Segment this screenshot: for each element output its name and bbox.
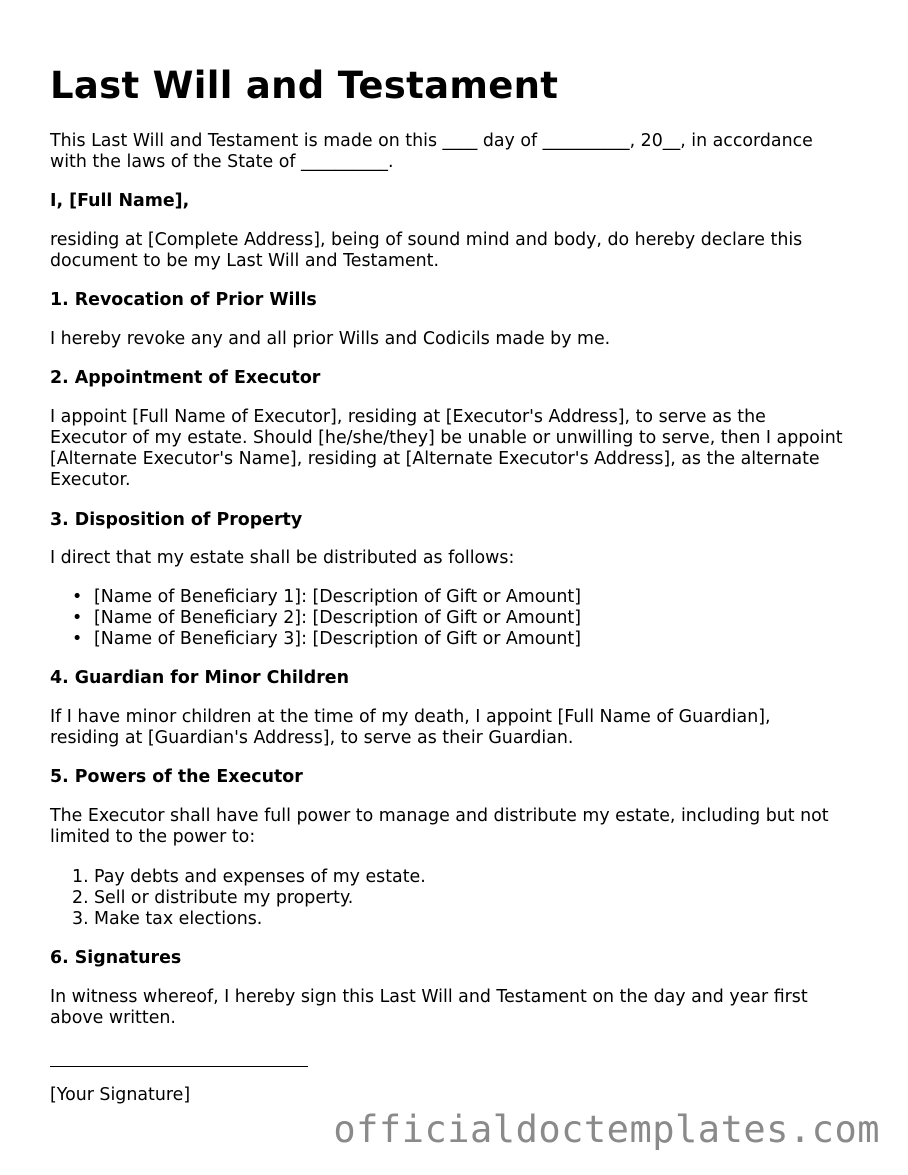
section-heading-guardian: 4. Guardian for Minor Children — [50, 668, 349, 688]
executor-line: I appoint [Full Name of Executor], residing at [Executor's Address], to serve as the — [50, 407, 766, 427]
residence-line: residing at [Complete Address], being of sound mind and body, do hereby declare this — [50, 230, 803, 250]
intro-line: This Last Will and Testament is made on this ____ day of __________, 20__, in accordance — [50, 131, 813, 151]
powers-list — [50, 867, 870, 930]
list-item-text: Pay debts and expenses of my estate. — [94, 867, 426, 887]
revocation-text: I hereby revoke any and all prior Wills and Codicils made by me. — [50, 329, 611, 349]
list-number: 1. — [72, 867, 89, 887]
signatures-line: In witness whereof, I hereby sign this Last Will and Testament on the day and year first — [50, 987, 808, 1007]
list-number: 2. — [72, 888, 89, 908]
section-heading-executor: 2. Appointment of Executor — [50, 368, 321, 388]
guardian-line: If I have minor children at the time of my death, I appoint [Full Name of Guardian], — [50, 707, 771, 727]
beneficiary-list — [50, 587, 870, 650]
watermark: officialdoctemplates.com — [333, 1108, 880, 1151]
list-item — [50, 909, 870, 930]
list-item-text: Make tax elections. — [94, 909, 263, 929]
list-item — [50, 867, 870, 888]
list-item-text: Sell or distribute my property. — [94, 888, 354, 908]
executor-paragraph — [50, 407, 870, 491]
signature-label: [Your Signature] — [50, 1085, 191, 1105]
declarant-line: I, [Full Name], — [50, 191, 190, 211]
disposition-text: I direct that my estate shall be distributed as follows: — [50, 548, 515, 568]
intro-line: with the laws of the State of __________. — [50, 152, 394, 172]
powers-paragraph — [50, 806, 870, 848]
signatures-line: above written. — [50, 1008, 176, 1028]
section-heading-powers: 5. Powers of the Executor — [50, 767, 303, 787]
guardian-line: residing at [Guardian's Address], to serve as their Guardian. — [50, 728, 574, 748]
executor-line: Executor of my estate. Should [he/she/they] be unable or unwilling to serve, then I appoint — [50, 428, 843, 448]
powers-line: The Executor shall have full power to manage and distribute my estate, including but not — [50, 806, 829, 826]
list-item: • [Name of Beneficiary 1]: [Description of Gift or Amount] — [50, 587, 870, 608]
list-number: 3. — [72, 909, 89, 929]
list-item — [50, 888, 870, 909]
executor-line: [Alternate Executor's Name], residing at [Alternate Executor's Address], as the alternate — [50, 449, 820, 469]
list-item: • [Name of Beneficiary 2]: [Description of Gift or Amount] — [50, 608, 870, 629]
executor-line: Executor. — [50, 470, 131, 490]
residence-line: document to be my Last Will and Testament. — [50, 251, 440, 271]
document-title: Last Will and Testament — [50, 64, 559, 107]
section-heading-revocation: 1. Revocation of Prior Wills — [50, 290, 317, 310]
intro-paragraph — [50, 131, 870, 173]
section-heading-signatures: 6. Signatures — [50, 948, 182, 968]
residence-paragraph — [50, 230, 870, 272]
guardian-paragraph — [50, 707, 870, 749]
section-heading-disposition: 3. Disposition of Property — [50, 510, 303, 530]
list-item: • [Name of Beneficiary 3]: [Description of Gift or Amount] — [50, 629, 870, 650]
powers-line: limited to the power to: — [50, 827, 256, 847]
signatures-paragraph — [50, 987, 870, 1029]
signature-line — [50, 1066, 308, 1067]
